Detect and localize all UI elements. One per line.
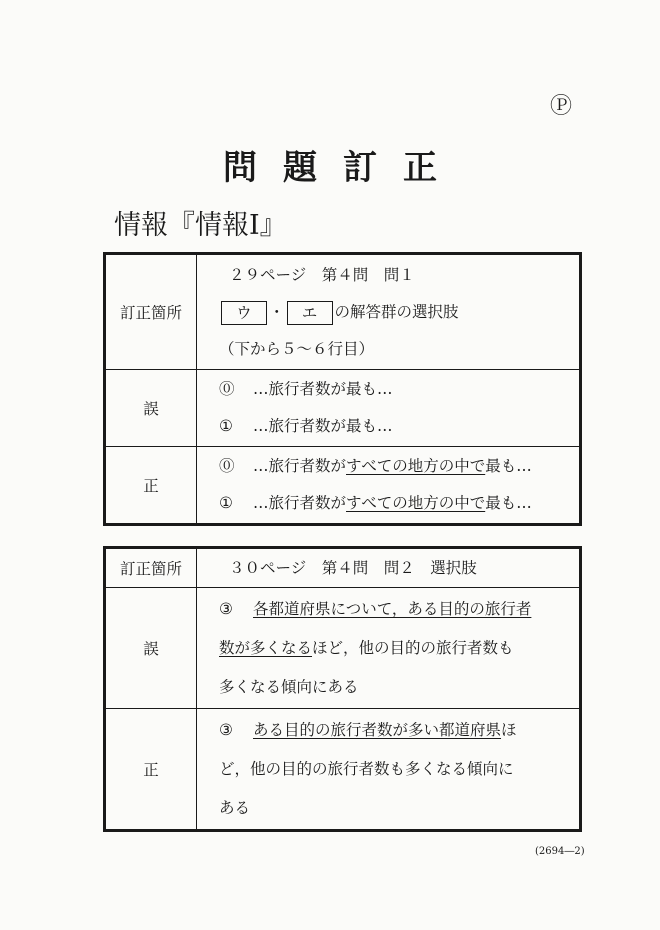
wrong-row [105, 370, 581, 447]
wrong-label: 誤 [105, 588, 197, 709]
item-text-pre: …旅行者数が [253, 494, 347, 512]
correct-text-underlined: ある目的の旅行者数が多い都道府県 [253, 720, 502, 739]
choices-suffix: の解答群の選択肢 [334, 302, 459, 321]
location-label: 訂正箇所 [105, 548, 197, 588]
item-text-underlined: すべての地方の中で [346, 457, 486, 475]
item-text-post: 最も… [485, 494, 532, 512]
subject-heading: 情報『情報Ⅰ』 [114, 210, 287, 241]
wrong-line-3: 多くなる傾向にある [219, 677, 359, 696]
correct-line-2: ど，他の目的の旅行者数も多くなる傾向に [219, 759, 514, 778]
item-text: …旅行者数が最も… [253, 417, 393, 435]
item-number: ③ [219, 720, 233, 739]
correct-line-1 [219, 711, 579, 750]
item-text: …旅行者数が最も… [253, 380, 393, 398]
correct-content [197, 709, 581, 831]
correct-row [105, 447, 581, 525]
wrong-text-rest: ほど，他の目的の旅行者数も [312, 638, 514, 657]
item-text-post: 最も… [485, 457, 532, 475]
item-number: ⓪ [219, 380, 235, 398]
p-circle-mark: Ⓟ [550, 94, 573, 119]
correct-row [105, 709, 581, 831]
location-content [197, 254, 581, 370]
location-row [105, 254, 581, 370]
location-content [197, 548, 581, 588]
location-line-page: ２９ページ 第４問 問１ [229, 265, 415, 284]
answer-box-u: ウ [221, 301, 267, 325]
answer-box-e: エ [287, 301, 333, 325]
correct-text-rest: ほ [501, 720, 517, 739]
wrong-line-1 [219, 590, 579, 629]
wrong-label: 誤 [105, 370, 197, 447]
item-number: ① [219, 494, 233, 512]
location-line-lines: （下から５～６行目） [219, 339, 375, 358]
wrong-item [219, 371, 579, 408]
wrong-line-2 [219, 629, 579, 668]
wrong-item [219, 408, 579, 445]
item-number: ⓪ [219, 457, 235, 475]
wrong-content [197, 370, 581, 447]
document-code: (2694―2) [535, 846, 585, 857]
wrong-text-underlined-2: 数が多くなる [219, 638, 313, 657]
correction-table-2 [103, 546, 582, 832]
correct-label: 正 [105, 447, 197, 525]
location-line-choices [219, 294, 579, 331]
wrong-content [197, 588, 581, 709]
item-number: ① [219, 417, 233, 435]
correct-line-3: ある [219, 798, 251, 817]
page-title: 問題訂正 [223, 148, 463, 188]
item-text-underlined: すべての地方の中で [346, 494, 486, 512]
item-number: ③ [219, 599, 233, 618]
wrong-row [105, 588, 581, 709]
box-separator: ・ [269, 302, 285, 321]
correction-table-1 [103, 252, 582, 526]
correct-label: 正 [105, 709, 197, 831]
location-label: 訂正箇所 [105, 254, 197, 370]
location-line: ３０ページ 第４問 問２ 選択肢 [229, 558, 477, 577]
correct-item [219, 485, 579, 522]
correct-content [197, 447, 581, 525]
correct-item [219, 448, 579, 485]
wrong-text-underlined-1: 各都道府県について，ある目的の旅行者 [253, 599, 532, 618]
item-text-pre: …旅行者数が [253, 457, 347, 475]
location-row [105, 548, 581, 588]
